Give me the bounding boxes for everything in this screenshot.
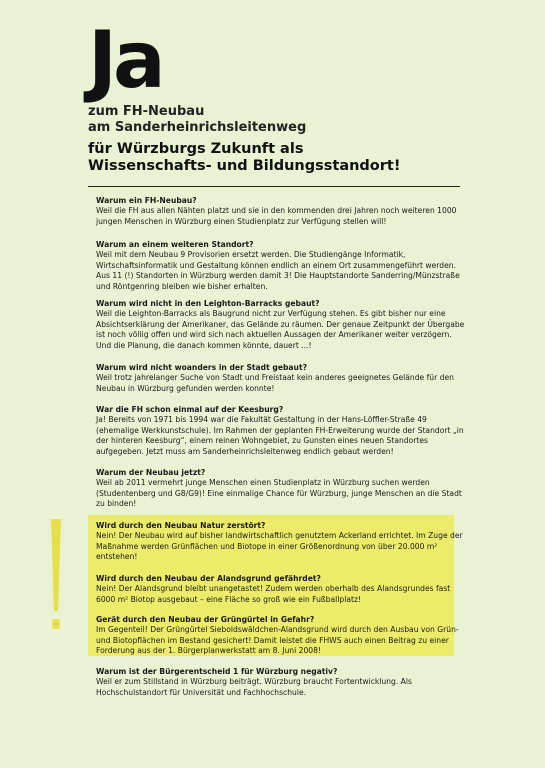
faq-item xyxy=(96,196,466,227)
faq-answer: Im Gegenteil! Der Grüngürtel Sieboldswäldchen-Alandsgrund wird durch den Ausbau von Grün- und Biotopflächen im Bestand gesichert! Damit leistet die FHWS auch einen Beitrag zu einer Forderung aus der 1. Bürgerplanwerkstatt am 8. Juni 2008! xyxy=(96,625,459,656)
faq-answer: Weil die FH aus allen Nähten platzt und sie in den kommenden drei Jahren noch weiteren 1000 jungen Menschen in Würzburg einen Studienplatz zur Verfügung stellen will! xyxy=(96,206,457,226)
divider xyxy=(88,186,460,187)
faq-question: War die FH schon einmal auf der Keesburg? xyxy=(96,405,284,414)
faq-question: Gerät durch den Neubau der Grüngürtel in Gefahr? xyxy=(96,615,315,624)
faq-question: Wird durch den Neubau Natur zerstört? xyxy=(96,521,266,530)
headline-line: Wissenschafts- und Bildungsstandort! xyxy=(88,158,401,174)
faq-answer: Weil die Leighton-Barracks als Baugrund nicht zur Verfügung stehen. Es gibt bisher nur eine Absichtserklärung der Amerikaner, das Gelände zu räumen. Der genaue Zeitpunkt der Übergabe ist noch völlig offen und wird sich nach aktuellen Aussagen der Amerikaner weiter verzögern. Und die Planung, die danach kommen könnte, dauert ...! xyxy=(96,309,465,350)
faq-question: Warum an einem weiteren Standort? xyxy=(96,240,254,249)
faq-item xyxy=(96,405,466,457)
faq-question: Warum ein FH-Neubau? xyxy=(96,196,197,205)
faq-question: Wird durch den Neubau der Alandsgrund gefährdet? xyxy=(96,574,321,583)
faq-question: Warum ist der Bürgerentscheid 1 für Würzburg negativ? xyxy=(96,667,338,676)
faq-item xyxy=(96,521,466,563)
faq-item xyxy=(96,240,466,292)
faq-answer: Ja! Bereits von 1971 bis 1994 war die Fakultät Gestaltung in der Hans-Löffler-Straße 49 (ehemalige Werkkunstschule). Im Rahmen der geplanten FH-Erweiterung wurde der Standort „in der hinteren Keesburg“, einem reinen Wohngebiet, zu Gunsten eines neuen Standortes aufgegeben. Jetzt muss am Sanderheinrichsleitenweg endlich gebaut werden! xyxy=(96,415,464,456)
faq-item xyxy=(96,299,466,351)
subtitle xyxy=(88,104,306,136)
faq-answer: Nein! Der Alandsgrund bleibt unangetastet! Zudem werden oberhalb des Alandsgrundes fast 6000 m² Biotop ausgebaut – eine Fläche so groß wie ein Fußballplatz! xyxy=(96,584,451,604)
faq-question: Warum wird nicht in den Leighton-Barracks gebaut? xyxy=(96,299,320,308)
faq-item xyxy=(96,363,466,394)
title: Ja xyxy=(88,16,162,106)
faq-item xyxy=(96,667,466,698)
headline-line: für Würzburgs Zukunft als xyxy=(88,141,304,157)
faq-answer: Nein! Der Neubau wird auf bisher landwirtschaftlich genutztem Ackerland errichtet. Im Zuge der Maßnahme werden Grünflächen und Biotope in einer Größenordnung von über 20.000 m² entstehen! xyxy=(96,531,463,562)
faq-answer: Weil trotz jahrelanger Suche von Stadt und Freistaat kein anderes geeignetes Gelände für den Neubau in Würzburg gefunden werden konnte! xyxy=(96,373,454,393)
faq-answer: Weil mit dem Neubau 9 Provisorien ersetzt werden. Die Studiengänge Informatik, Wirtschaftsinformatik und Gestaltung können endlich an einem Ort zusammengeführt werden. Aus 11 (!) Standorten in Würzburg werden damit 3! Die Hauptstandorte Sanderring/Münzstraße und Röntgenring bleiben wie bisher erhalten. xyxy=(96,250,460,291)
subtitle-line: am Sanderheinrichsleitenweg xyxy=(88,120,307,135)
headline xyxy=(88,141,400,175)
faq-answer: Weil er zum Stillstand in Würzburg beiträgt. Würzburg braucht Fortentwicklung. Als Hochschulstandort für Universität und Fachhochschule. xyxy=(96,677,412,697)
faq-question: Warum der Neubau jetzt? xyxy=(96,468,206,477)
faq-item xyxy=(96,574,466,605)
subtitle-line: zum FH-Neubau xyxy=(88,104,205,119)
faq-answer: Weil ab 2011 vermehrt junge Menschen einen Studienplatz in Würzburg suchen werden (Studentenberg und G8/G9)! Eine einmalige Chance für Würzburg, junge Menschen an die Stadt zu binden! xyxy=(96,478,462,509)
faq-item xyxy=(96,615,466,657)
faq-question: Warum wird nicht woanders in der Stadt gebaut? xyxy=(96,363,307,372)
exclamation-mark-icon xyxy=(46,519,66,634)
faq-item xyxy=(96,468,466,510)
